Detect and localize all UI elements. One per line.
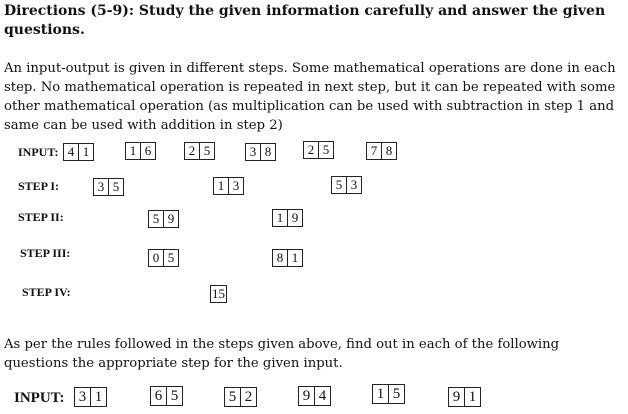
input-box-5 — [303, 141, 334, 159]
step2-label: STEP II: — [18, 210, 64, 224]
digit: 1 — [78, 144, 93, 160]
digit: 8 — [260, 144, 275, 160]
digit: 1 — [276, 210, 284, 225]
input-box-2 — [125, 142, 156, 160]
step3-box-1 — [148, 249, 179, 267]
question-input-box-5 — [372, 384, 405, 404]
digit: 4 — [314, 387, 330, 405]
digit: 6 — [154, 388, 163, 404]
digit: 2 — [240, 388, 256, 406]
digit: 9 — [163, 211, 178, 227]
input-box-1 — [63, 143, 94, 161]
question-input-box-6 — [448, 387, 481, 407]
question-paragraph: As per the rules followed in the steps given above, find out in each of the following questions the appropriate step for the given input. — [4, 337, 560, 371]
question-input-box-4 — [298, 386, 331, 406]
input-box-3 — [184, 142, 215, 160]
digit: 1 — [129, 143, 137, 158]
digit: 3 — [249, 144, 257, 159]
step2-box-1 — [148, 210, 179, 228]
digit: 8 — [276, 250, 284, 265]
step4-box: 15 — [212, 286, 225, 301]
digit: 5 — [388, 385, 404, 403]
digit: 1 — [287, 250, 302, 266]
step3-label: STEP III: — [20, 246, 71, 260]
digit: 5 — [335, 177, 343, 192]
question-input-box-2 — [150, 386, 183, 406]
step2-box-2 — [272, 209, 303, 227]
digit: 5 — [108, 179, 123, 195]
digit: 7 — [370, 143, 378, 158]
step1-box-1 — [93, 178, 124, 196]
digit: 1 — [217, 178, 225, 193]
step3-box-2 — [272, 249, 303, 267]
digit: 3 — [228, 178, 243, 194]
digit: 5 — [166, 387, 182, 405]
step1-box-3 — [331, 176, 362, 194]
input-box-4 — [245, 143, 276, 161]
digit: 4 — [67, 144, 75, 159]
instructions-paragraph: An input-output is given in different steps. Some mathematical operations are done in each step. No mathematical operation is repeated in next step, but it can be repeated with some other mathematical operation (as multiplication can be used with subtraction in step 1 and same can be used with addition in step 2) — [4, 61, 616, 133]
digit: 6 — [140, 143, 155, 159]
digit: 5 — [318, 142, 333, 158]
step1-label: STEP I: — [18, 179, 60, 193]
input-box-6 — [366, 142, 397, 160]
step1-box-2 — [213, 177, 244, 195]
digit: 9 — [302, 388, 311, 404]
digit: 3 — [78, 389, 87, 405]
digit: 1 — [464, 388, 480, 406]
digit: 9 — [452, 389, 461, 405]
input-label: INPUT: — [18, 145, 59, 159]
digit: 5 — [228, 389, 237, 405]
digit: 5 — [152, 211, 160, 226]
digit: 1 — [90, 388, 106, 406]
digit: 5 — [163, 250, 178, 266]
digit: 2 — [188, 143, 196, 158]
digit: 0 — [152, 250, 160, 265]
question-input-label: INPUT: — [14, 390, 65, 406]
directions-heading: Directions (5-9): Study the given information carefully and answer the given questions. — [4, 3, 606, 38]
digit: 3 — [97, 179, 105, 194]
digit: 8 — [381, 143, 396, 159]
question-input-box-1 — [74, 387, 107, 407]
digit: 3 — [346, 177, 361, 193]
digit: 5 — [199, 143, 214, 159]
step4-label: STEP IV: — [22, 285, 71, 299]
digit: 2 — [307, 142, 315, 157]
question-input-box-3 — [224, 387, 257, 407]
digit: 1 — [376, 386, 385, 402]
digit: 9 — [287, 210, 302, 226]
